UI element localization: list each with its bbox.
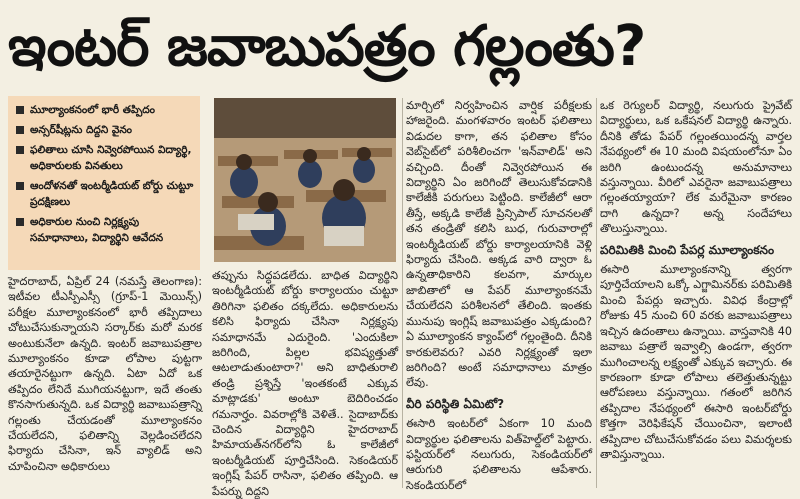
square-bullet-icon (16, 182, 24, 190)
highlight-item (16, 142, 194, 174)
highlight-item (16, 102, 194, 118)
highlight-text: ఆందోళనతో ఇంటర్మీడియట్ బోర్డు చుట్టూ ప్రదక్షిణలు (30, 180, 194, 208)
headline: ఇంటర్ జవాబుపత్రం గల్లంతు? (8, 14, 646, 79)
highlights-box (8, 96, 200, 270)
article-paragraph: ఈసారి మూల్యాంకనాన్ని త్వరగా పూర్తిచేయాలని ఒక్కో ఎగ్జామినర్‌కు పరిమితికి మించి పేపర్లు ఇచ్చారు. వివిధ కేంద్రాల్లో రోజుకు 45 నుంచి 60 వరకు జవాబుపత్రాలు ఇచ్చిన ఉదంతాలు ఉన్నాయి. వాస్తవానికి 40 జవాబు పత్రాలే ఇవ్వాల్సి ఉండగా, త్వరగా ముగించాలన్న లక్ష్యంతో ఎక్కువ ఇచ్చారు. ఈ కారణంగా కూడా లోపాలు తలెత్తుతున్నట్టు ఆరోపణలు వస్తున్నాయి. గతంలో జరిగిన తప్పిదాల నేపథ్యంలో ఈసారి ఇంటర్‌బోర్డు కొత్తగా వెరిఫికేషన్ చేయించినా, ఇలాంటి తప్పిదాల చోటుచేసుకోవడం పలు విమర్శలకు తావిస్తున్నాయి. (600, 263, 792, 461)
article-column-2 (212, 268, 398, 499)
column-divider (596, 98, 597, 488)
article-column-1 (8, 274, 202, 474)
highlight-text: ఫలితాలు చూసి నివ్వెరపోయిన విద్యార్థి, అధికారులకు వినతులు (30, 144, 192, 172)
highlight-text: అన్సర్‌షీట్లను దిద్దని వైనం (30, 124, 133, 136)
article-paragraph: తప్పును సిద్ధపడలేదు. బాధిత విద్యార్థిని ఇంటర్మీడియట్ బోర్డు కార్యాలయం చుట్టూ తిరిగినా ఫలితం దక్కలేదు. అధికారులను కలిసి ఫిర్యాదు చేసినా నిర్లక్ష్యపు సమాధానమే ఎదురైంది. 'ఎందుకిలా జరిగింది, పిల్లల భవిష్యత్తుతో ఆటలాడుతుంటారా?' అని బాధితురాలి తండ్రి ప్రశ్నిస్తే 'ఇంతకంటే ఎక్కువ మాట్లాడకు' అంటూ బెదిరించడం గమనార్హం. వివరాల్లోకి వెళితే.. సైదాబాద్‌కు చెందిన విద్యార్థిని హైదరాబాద్ హిమాయత్‌నగర్‌లోని ఓ కాలేజీలో ఇంటర్మీడియట్ పూర్తిచేసింది. సెకండియర్ ఇంగ్లిష్ పేపర్ రాసినా, ఫలితం తప్పింది. ఆ పేపర్ను దిద్దని (212, 269, 398, 498)
square-bullet-icon (16, 218, 24, 226)
article-column-4 (600, 98, 792, 462)
highlight-text: మూల్యాంకనంలో భారీ తప్పిదం (30, 104, 155, 116)
square-bullet-icon (16, 146, 24, 154)
column-divider (402, 98, 403, 488)
section-subhead: వీరి పరిస్థితి ఏమిటో? (406, 396, 505, 411)
section-subhead: పరిమితికి మించి పేపర్ల మూల్యాంకనం (600, 242, 775, 257)
article-paragraph: హైదరాబాద్, ఏప్రిల్ 24 (నమస్తే తెలంగాణ): ఇటీవల టీఎస్పీఎస్సీ (గ్రూప్-1 మెయిన్స్) పరీక్షల మూల్యాంకనంలో భారీ తప్పిదాలు చోటుచేసుకున్నాయని సర్కార్‌కు మరో మరక అంటుకునేలా ఉన్నది. ఇంటర్ జవాబుపత్రాల మూల్యాంకనం కూడా లోపాల పుట్టగా తయారైనట్టుగా ఉన్నది. ఏటా ఏదో ఒక తప్పిదం లేనిదే ముగియనట్టుగా, ఇదే తంతు కొనసాగుతున్నది. ఒక విద్యార్థి జవాబుపత్రాన్ని గల్లంతు చేయడంతో మూల్యాంకనం చేయలేదని, ఫలితాన్ని వెల్లడించలేదని ఫిర్యాదు చేసినా, ఇన్ వ్యాలిడ్ అని చూపించినా అధికారులు (8, 275, 202, 473)
square-bullet-icon (16, 106, 24, 114)
highlight-item (16, 178, 194, 210)
square-bullet-icon (16, 126, 24, 134)
article-paragraph: మార్చిలో నిర్వహించిన వార్షిక పరీక్షలకు హాజరైంది. మంగళవారం ఇంటర్ ఫలితాలు విడుదల కాగా, తన ఫలితాల కోసం వెబ్‌సైట్‌లో పరిశీలించగా 'ఇన్‌వాలిడ్' అని వచ్చింది. దీంతో నివ్వెరపోయిన ఈ విద్యార్థిని ఏం జరిగిందో తెలుసుకోవడానికి కాలేజీకి పరుగులు పెట్టింది. కాలేజీలో ఆరా తీస్తే, అక్కడి కాలేజీ ప్రిన్సిపాల్ సూచనలతో తన తండ్రితో కలిసి బుధ, గురువారాల్లో ఇంటర్మీడియట్ బోర్డు కార్యాలయానికి వెళ్లి ఫిర్యాదు చేసింది. అక్కడ వారి ద్వారా ఓ ఉన్నతాధికారిని కలవగా, మార్కుల జాబితాలో ఆ పేపర్ మూల్యాంకనమే చేయలేదని పరిశీలనలో తేలింది. ఇంతకు మునుపు ఇంగ్లిష్ జవాబుపత్రం ఎక్కడుంది? ఏ మూల్యాంకన క్యాంప్‌లో గల్లంతైంది. దీనికి కారకులెవరు? ఎవరి నిర్లక్ష్యంతో ఇలా జరిగింది? అంటే సమాధానాలు మాత్రం లేవు. (406, 99, 592, 390)
article-paragraph: ఈసారి ఇంటర్‌లో ఏకంగా 10 మంది విద్యార్థుల ఫలితాలను విత్‌హెల్డ్‌లో పెట్టారు. ఫస్టియర్‌లో నలుగురు, సెకండియర్‌లో ఆరుగురి ఫలితాలను ఆపేశారు. సెకండియర్‌లో (406, 417, 592, 492)
article-paragraph: ఒక రెగ్యులర్ విద్యార్థి, నలుగురు ప్రైవేట్ విద్యార్థులు, ఒక ఒకేషనల్ విద్యార్థి ఉన్నారు. దీనికి తోడు పేపర్ గల్లంతయిందన్న వార్తల నేపథ్యంలో ఈ 10 మంది విషయంలోనూ ఏం జరిగి ఉంటుందన్న అనుమానాలు వస్తున్నాయి. వీరిలో ఎవరైనా జవాబుపత్రాలు గల్లంతయ్యాయా? లేక మరేమైనా కారణం దాగి ఉన్నదా? అన్న సందేహాలు తొలుస్తున్నాయి. (600, 99, 792, 236)
highlight-item (16, 122, 194, 138)
highlight-item (16, 214, 194, 246)
exam-hall-photo (214, 98, 396, 262)
exam-hall-illustration (214, 98, 396, 262)
highlight-text: అధికారుల నుంచి నిర్లక్ష్యపు సమాధానాలు, విద్యార్థిని ఆవేదన (30, 216, 164, 244)
article-column-3 (406, 98, 592, 493)
